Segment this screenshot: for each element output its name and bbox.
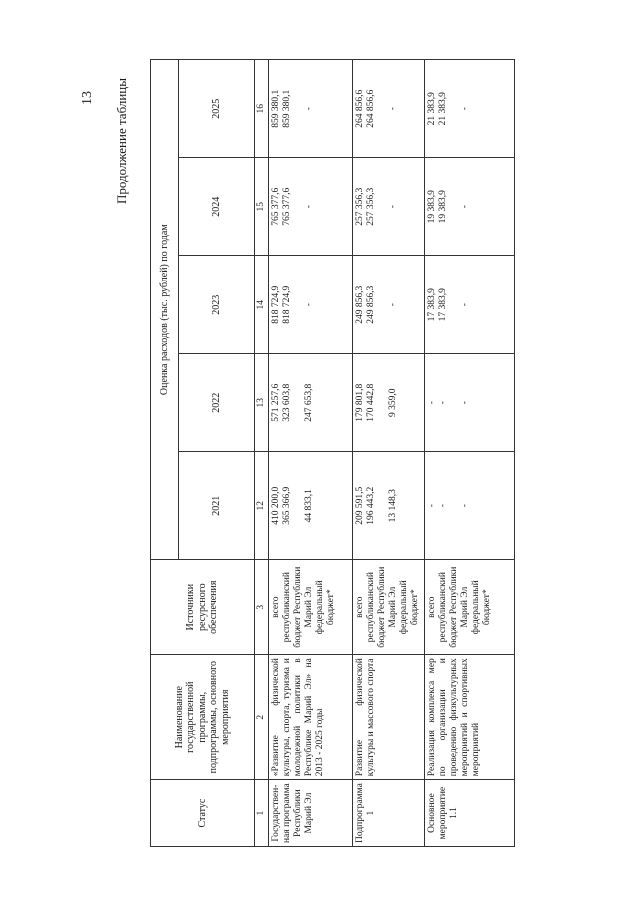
- status-cell: Подпрограмма 1: [353, 780, 425, 847]
- value-line: 264 856,6: [366, 89, 376, 128]
- header-estimate: Оценка расходов (тыс. рублей) по годам: [151, 60, 179, 560]
- source-label: федеральный бюджет*: [471, 580, 492, 635]
- value-line: -: [438, 504, 448, 508]
- value-line: 21 383,9: [438, 92, 448, 126]
- table-row: [353, 60, 425, 847]
- value-cell: [353, 354, 425, 452]
- value-line: -: [388, 107, 398, 111]
- value-line: 571 257,6: [271, 383, 281, 422]
- continuation-label: Продолжение таблицы: [114, 78, 129, 204]
- value-line: 44 833,1: [304, 489, 314, 523]
- value-line: 19 383,9: [438, 190, 448, 224]
- value-line: 410 200,0: [271, 486, 281, 525]
- index-cell: 14: [255, 256, 269, 354]
- value-line: 257 356,3: [366, 187, 376, 226]
- index-cell: 12: [255, 452, 269, 560]
- value-line: -: [304, 107, 314, 111]
- index-cell: 3: [255, 560, 269, 655]
- value-line: 9 359,0: [388, 388, 398, 417]
- value-line: 765 377,6: [282, 187, 292, 226]
- source-label: республиканский бюджет Республики Марий Эл: [438, 566, 470, 648]
- index-cell: 15: [255, 158, 269, 256]
- source-label: федеральный бюджет*: [315, 580, 336, 635]
- header-name: Наименование государственной программы, подпрограммы, основного мероприятия: [151, 655, 255, 780]
- table-row: [425, 60, 515, 847]
- value-cell: [269, 452, 353, 560]
- value-line: 209 591,5: [355, 486, 365, 525]
- value-line: -: [304, 205, 314, 209]
- status-cell: Государствен-ная программа Республики Марий Эл: [269, 780, 353, 847]
- value-line: 818 724,9: [282, 285, 292, 324]
- value-cell: [353, 60, 425, 158]
- value-cell: [269, 158, 353, 256]
- value-line: -: [427, 504, 437, 508]
- value-cell: [353, 256, 425, 354]
- value-line: 196 443,2: [366, 486, 376, 525]
- value-line: 21 383,9: [427, 92, 437, 126]
- source-label: всего: [427, 596, 437, 618]
- budget-table: [150, 59, 515, 847]
- value-line: -: [460, 504, 470, 508]
- value-line: -: [438, 401, 448, 405]
- value-line: 19 383,9: [427, 190, 437, 224]
- header-year-2021: 2021: [179, 452, 255, 560]
- value-line: -: [460, 205, 470, 209]
- value-line: 859 380,1: [282, 89, 292, 128]
- value-cell: [425, 452, 515, 560]
- value-cell: [425, 60, 515, 158]
- value-line: 859 380,1: [271, 89, 281, 128]
- value-line: -: [460, 107, 470, 111]
- header-year-2022: 2022: [179, 354, 255, 452]
- value-line: 17 383,9: [427, 288, 437, 322]
- name-cell: «Развитие физической культуры, спорта, туризма и молодежной политики в Республике Марий Эл» на 2013 - 2025 годы: [269, 655, 353, 780]
- index-cell: 2: [255, 655, 269, 780]
- value-cell: [269, 60, 353, 158]
- sources-cell: [353, 560, 425, 655]
- value-cell: [353, 452, 425, 560]
- value-line: -: [388, 303, 398, 307]
- name-cell: Реализация комплекса мер по организации и проведению физкультурных мероприятий и спортивных мероприятий: [425, 655, 515, 780]
- value-line: 323 603,8: [282, 383, 292, 422]
- value-cell: [269, 256, 353, 354]
- sources-cell: [269, 560, 353, 655]
- page-number: 13: [80, 91, 95, 105]
- source-label: республиканский бюджет Республики Марий Эл: [366, 566, 398, 648]
- source-label: республиканский бюджет Республики Марий Эл: [282, 566, 314, 648]
- header-year-2023: 2023: [179, 256, 255, 354]
- name-cell: Развитие физической культуры и массового спорта: [353, 655, 425, 780]
- value-line: 17 383,9: [438, 288, 448, 322]
- value-line: 179 801,8: [355, 383, 365, 422]
- value-cell: [269, 354, 353, 452]
- table-row: [269, 60, 353, 847]
- header-sources: Источники ресурсного обеспечения: [151, 560, 255, 655]
- header-status: Статус: [151, 780, 255, 847]
- index-cell: 1: [255, 780, 269, 847]
- value-line: 257 356,3: [355, 187, 365, 226]
- value-cell: [353, 158, 425, 256]
- value-line: 170 442,8: [366, 383, 376, 422]
- value-cell: [425, 354, 515, 452]
- value-line: -: [388, 205, 398, 209]
- column-index-row: [255, 60, 269, 847]
- index-cell: 16: [255, 60, 269, 158]
- value-line: -: [427, 401, 437, 405]
- value-cell: [425, 256, 515, 354]
- value-line: 365 366,9: [282, 486, 292, 525]
- value-line: 264 856,6: [355, 89, 365, 128]
- source-label: всего: [355, 596, 365, 618]
- value-cell: [425, 158, 515, 256]
- value-line: 249 856,3: [366, 285, 376, 324]
- status-cell: Основное мероприятие 1.1: [425, 780, 515, 847]
- value-line: 13 148,3: [388, 489, 398, 523]
- value-line: 249 856,3: [355, 285, 365, 324]
- header-year-2025: 2025: [179, 60, 255, 158]
- header-year-2024: 2024: [179, 158, 255, 256]
- value-line: 247 653,8: [304, 383, 314, 422]
- value-line: -: [460, 303, 470, 307]
- value-line: -: [304, 303, 314, 307]
- index-cell: 13: [255, 354, 269, 452]
- source-label: федеральный бюджет*: [399, 580, 420, 635]
- value-line: 818 724,9: [271, 285, 281, 324]
- value-line: 765 377,6: [271, 187, 281, 226]
- source-label: всего: [271, 596, 281, 618]
- sources-cell: [425, 560, 515, 655]
- value-line: -: [460, 401, 470, 405]
